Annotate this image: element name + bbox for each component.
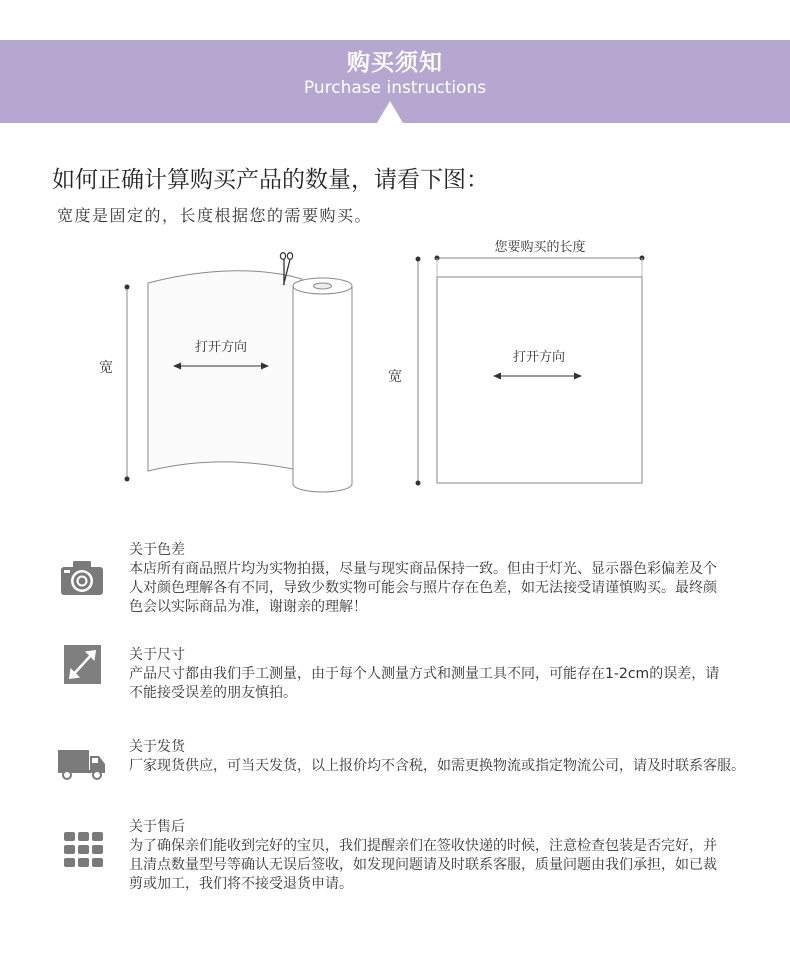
roll-diagram xyxy=(99,253,352,492)
measurement-diagram xyxy=(0,230,790,505)
section-title: 关于尺寸 xyxy=(129,647,185,663)
section-shipping xyxy=(0,738,790,818)
banner-subtitle: Purchase instructions xyxy=(303,78,487,98)
section-line: 色会以实际商品为准，谢谢亲的理解！ xyxy=(129,599,367,615)
section-line: 剪或加工，我们将不接受退货申请。 xyxy=(129,876,353,892)
section-line: 本店所有商品照片均为实物拍摄，尽量与现实商品保持一致。但由于灯光、显示器色彩偏差及个 xyxy=(129,561,717,577)
section-line: 且清点数量型号等确认无误后签收，如发现问题请及时联系客服，质量问题由我们承担，如已裁 xyxy=(129,857,717,873)
length-label: 您要购买的长度 xyxy=(494,240,586,255)
dimension-endpoint xyxy=(416,257,421,262)
fabric-sheet xyxy=(148,271,302,471)
grid-icon xyxy=(62,830,106,870)
page-heading: 如何正确计算购买产品的数量，请看下图： xyxy=(52,167,489,193)
section-title: 关于售后 xyxy=(129,819,185,835)
fabric-sheet-flat xyxy=(437,277,642,483)
dimension-endpoint xyxy=(416,481,421,486)
section-title: 关于色差 xyxy=(129,542,185,558)
sheet-direction-label: 打开方向 xyxy=(512,350,566,365)
section-after-sales xyxy=(0,818,790,898)
section-text xyxy=(129,541,717,617)
width-note: 宽度是固定的，长度根据您的需要购买。 xyxy=(57,206,373,225)
truck-icon xyxy=(56,748,108,782)
roll-direction-label: 打开方向 xyxy=(194,340,248,355)
section-text xyxy=(129,646,719,703)
banner-title: 购买须知 xyxy=(347,50,443,76)
camera-icon xyxy=(58,559,106,597)
dimension-endpoint xyxy=(125,477,130,482)
section-line: 人对颜色理解各有不同，导致少数实物可能会与照片存在色差，如无法接受请谨慎购买。最终颜 xyxy=(129,580,717,596)
section-line: 不能接受误差的朋友慎拍。 xyxy=(129,685,297,701)
sheet-diagram xyxy=(388,239,645,486)
resize-arrow-icon xyxy=(62,644,104,686)
banner-notch xyxy=(377,101,403,123)
section-line: 产品尺寸都由我们手工测量，由于每个人测量方式和测量工具不同，可能存在1-2cm的误差，请 xyxy=(129,666,720,682)
section-color-difference xyxy=(0,541,790,621)
header-banner xyxy=(0,40,790,123)
section-text xyxy=(129,738,745,776)
section-size xyxy=(0,646,790,726)
roll-width-label: 宽 xyxy=(99,360,113,376)
dimension-endpoint xyxy=(125,285,130,290)
roll-core xyxy=(314,283,332,289)
fabric-roll xyxy=(293,278,352,492)
section-text xyxy=(129,818,717,894)
section-line: 厂家现货供应，可当天发货，以上报价均不含税，如需更换物流或指定物流公司，请及时联系客服。 xyxy=(129,758,745,774)
section-title: 关于发货 xyxy=(129,739,185,755)
sheet-width-label: 宽 xyxy=(388,369,402,385)
section-line: 为了确保亲们能收到完好的宝贝，我们提醒亲们在签收快递的时候，注意检查包装是否完好，并 xyxy=(129,838,717,854)
